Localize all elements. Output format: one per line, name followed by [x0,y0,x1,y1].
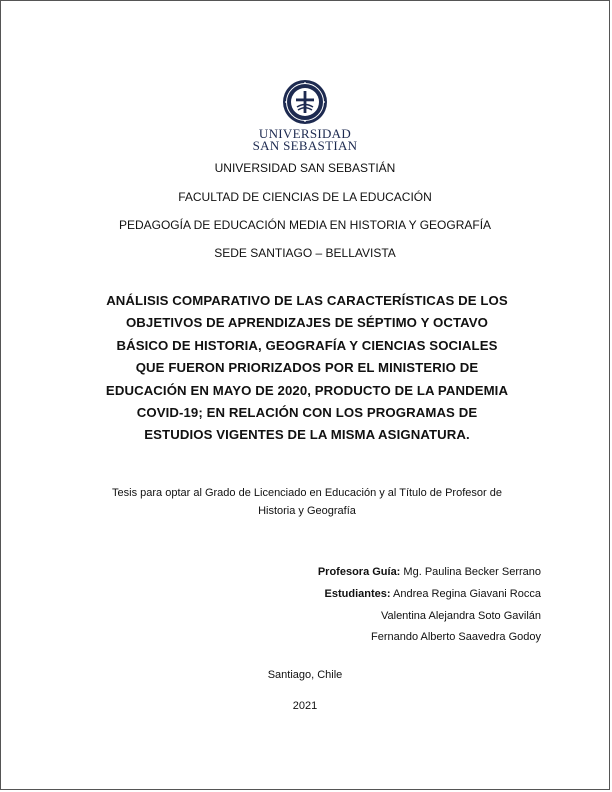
student-credit [381,610,541,622]
thesis-title [91,290,523,447]
students-label: Estudiantes: [324,588,391,600]
thesis-purpose [61,484,553,520]
university-logo [1,79,609,152]
logo-line-2: SAN SEBASTIAN [252,138,358,153]
logo-wordmark [1,128,609,152]
university-seal-icon [282,79,328,125]
title-line: QUE FUERON PRIORIZADOS POR EL MINISTERIO DE [135,360,479,376]
campus-name: SEDE SANTIAGO – BELLAVISTA [214,246,396,260]
thesis-purpose-line-1: Tesis para optar al Grado de Licenciado en Educación y al Título de Profesor de [112,487,502,499]
title-line: EDUCACIÓN EN MAYO DE 2020, PRODUCTO DE LA PANDEMIA [105,382,509,398]
logo-line-1: UNIVERSIDAD [258,126,352,141]
advisor-name: Mg. Paulina Becker Serrano [403,566,541,578]
student-credit [371,631,541,643]
year: 2021 [292,700,318,712]
advisor-label: Profesora Guía: [317,566,401,578]
program-name: PEDAGOGÍA DE EDUCACIÓN MEDIA EN HISTORIA Y GEOGRAFÍA [118,218,492,232]
title-line: OBJETIVOS DE APRENDIZAJES DE SÉPTIMO Y OCTAVO [125,315,489,331]
students-credit [325,588,541,600]
title-line: BÁSICO DE HISTORIA, GEOGRAFÍA Y CIENCIAS SOCIALES [116,337,498,353]
title-line: ESTUDIOS VIGENTES DE LA MISMA ASIGNATURA. [144,427,470,443]
thesis-purpose-line-2: Historia y Geografía [258,505,356,517]
university-name: UNIVERSIDAD SAN SEBASTIÁN [214,161,396,175]
title-line: ANÁLISIS COMPARATIVO DE LAS CARACTERÍSTICAS DE LOS [106,293,508,308]
student-name: Andrea Regina Giavani Rocca [393,588,541,600]
faculty-name: FACULTAD DE CIENCIAS DE LA EDUCACIÓN [178,190,432,204]
advisor-credit [318,566,541,578]
student-name: Fernando Alberto Saavedra Godoy [370,631,541,643]
place: Santiago, Chile [267,669,343,681]
title-line: COVID-19; EN RELACIÓN CON LOS PROGRAMAS DE [136,405,478,421]
student-name: Valentina Alejandra Soto Gavilán [380,610,541,622]
